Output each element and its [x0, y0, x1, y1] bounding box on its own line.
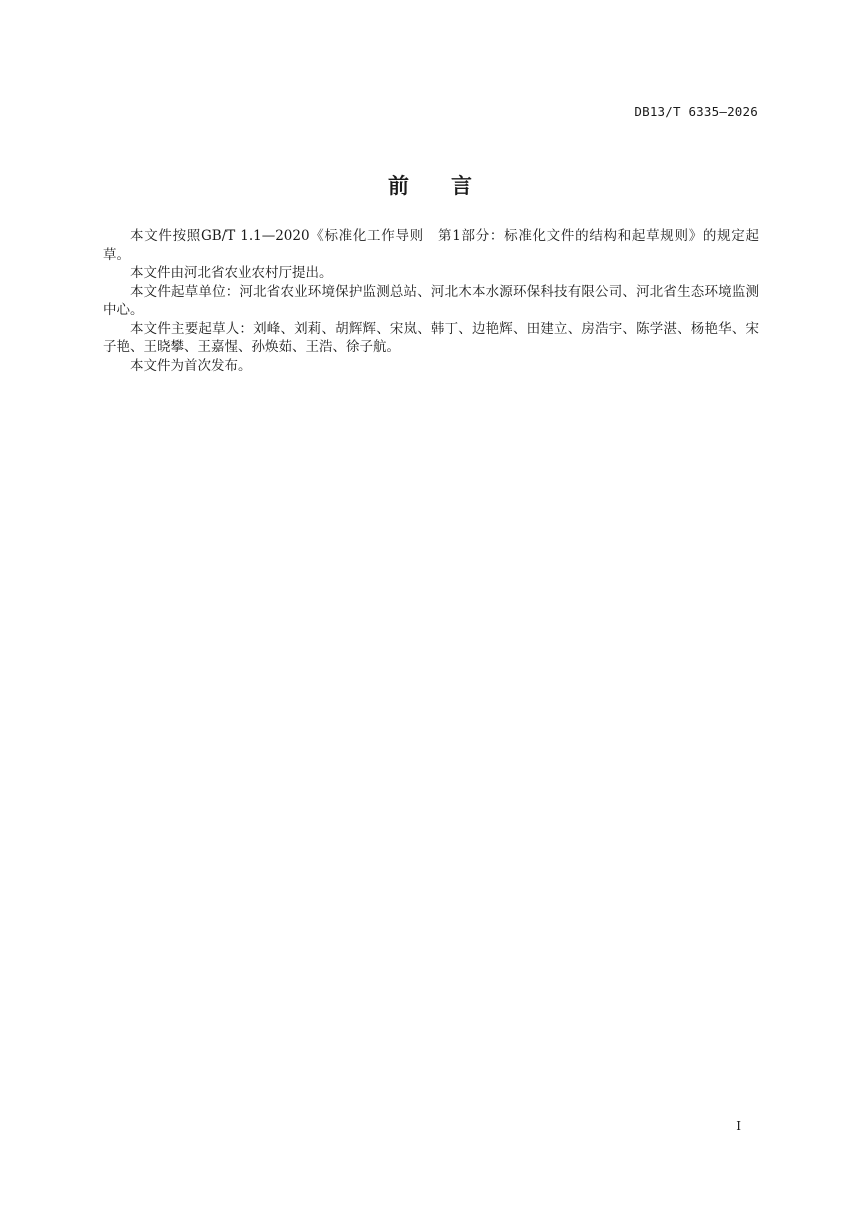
paragraph-drafters: 本文件主要起草人：刘峰、刘莉、胡辉辉、宋岚、韩丁、边艳辉、田建立、房浩宇、陈学湛、杨艳华、宋子艳、王晓攀、王嘉惺、孙焕茹、王浩、徐子航。 [103, 320, 759, 355]
page-number: I [736, 1119, 741, 1133]
paragraph-drafting-rules: 本文件按照GB/T 1.1—2020《标准化工作导则 第1部分：标准化文件的结构和起草规则》的规定起草。 [103, 228, 759, 263]
paragraph-proposer: 本文件由河北省农业农村厅提出。 [130, 265, 333, 281]
section-title: 前言 [388, 174, 514, 198]
document-number: DB13/T 6335—2026 [634, 104, 758, 119]
paragraph-drafting-units: 本文件起草单位：河北省农业环境保护监测总站、河北木本水源环保科技有限公司、河北省生态环境监测中心。 [103, 283, 759, 318]
foreword-body [103, 227, 759, 375]
paragraph-first-release: 本文件为首次发布。 [130, 357, 252, 374]
